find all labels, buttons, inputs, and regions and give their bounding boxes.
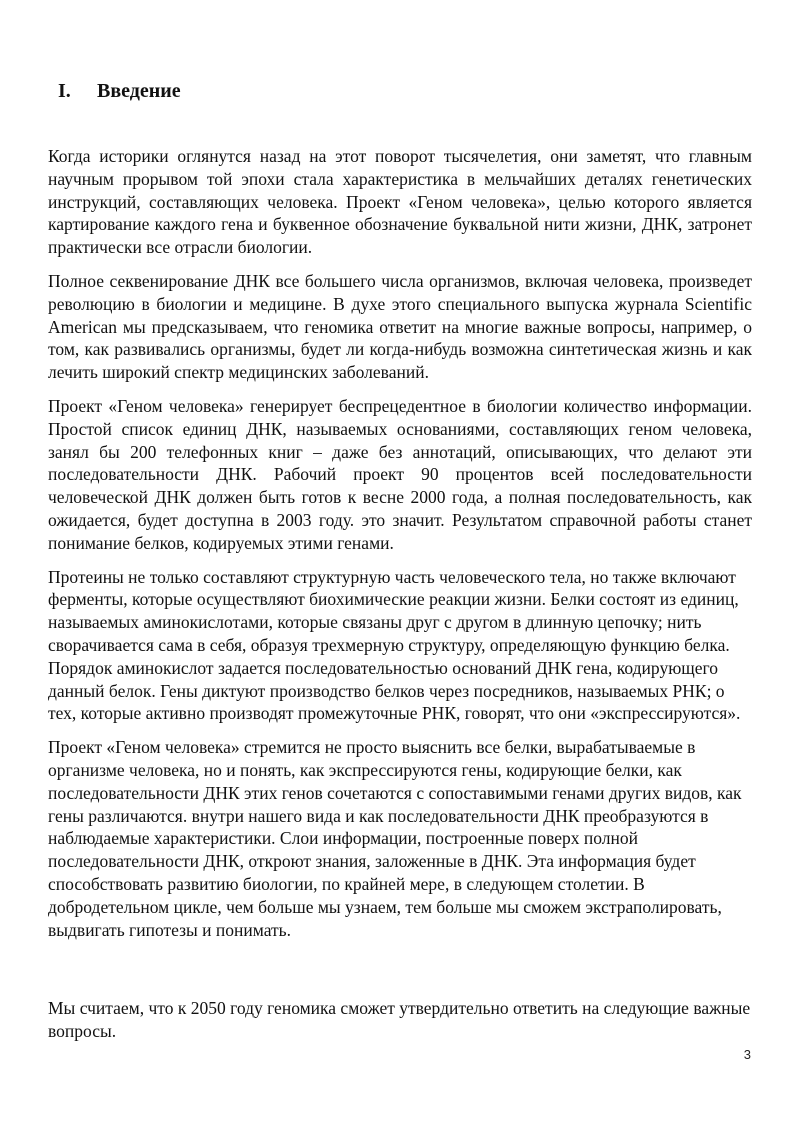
page-number: 3 [743,1047,751,1062]
paragraph-1: Когда историки оглянутся назад на этот поворот тысячелетия, они заметят, что главным научным прорывом той эпохи стала характеристика в мельчайших деталях генетических инструкций, составляющих человека. Проект «Геном человека», целью которого является картирование каждого гена и буквенное обозначение буквальной нити жизни, ДНК, затронет практически все отрасли биологии. [48,146,752,258]
paragraph-3: Проект «Геном человека» генерирует беспрецедентное в биологии количество информации. Простой список единиц ДНК, называемых основаниями, составляющих геном человека, занял бы 200 телефонных книг – даже без аннотаций, описывающих, что делают эти последовательности ДНК. Рабочий проект 90 процентов всей последовательности человеческой ДНК должен быть готов к весне 2000 года, а полная последовательность, как ожидается, будет доступна в 2003 году. это значит. Результатом справочной работы станет понимание белков, кодируемых этими генами. [48,395,752,553]
section-heading [58,77,181,105]
paragraph-final: Мы считаем, что к 2050 году геномика сможет утвердительно ответить на следующие важные вопросы. [48,998,751,1041]
section-title: Введение [97,80,181,102]
body-text [48,145,752,952]
paragraph-4: Протеины не только составляют структурную часть человеческого тела, но также включают ферменты, которые осуществляют биохимические реакции жизни. Белки состоят из единиц, называемых аминокислотами, которые связаны друг с другом в длинную цепочку; нить сворачивается сама в себя, образуя трехмерную структуру, определяющую функцию белка. Порядок аминокислот задается последовательностью оснований ДНК гена, кодирующего данный белок. Гены диктуют производство белков через посредников, называемых РНК; о тех, которые активно производят промежуточные РНК, говорят, что они «экспрессируются». [48,566,741,724]
section-number: I. [58,80,71,102]
paragraph-5: Проект «Геном человека» стремится не просто выяснить все белки, вырабатываемые в организме человека, но и понять, как экспрессируются гены, кодирующие белки, как последовательности ДНК этих генов сочетаются с сопоставимыми генами других видов, как гены различаются. внутри нашего вида и как последовательности ДНК преобразуются в наблюдаемые характеристики. Слои информации, построенные поверх полной последовательности ДНК, откроют знания, заложенные в ДНК. Эта информация будет способствовать развитию биологии, по крайней мере, в следующем столетии. В добродетельном цикле, чем больше мы узнаем, тем больше мы сможем экстраполировать, выдвигать гипотезы и понимать. [48,737,742,940]
paragraph-2: Полное секвенирование ДНК все большего числа организмов, включая человека, произведет революцию в биологии и медицине. В духе этого специального выпуска журнала Scientific American мы предсказываем, что геномика ответит на многие важные вопросы, например, о том, как развивались организмы, будет ли когда-нибудь возможна синтетическая жизнь и как лечить широкий спектр медицинских заболеваний. [48,270,752,383]
